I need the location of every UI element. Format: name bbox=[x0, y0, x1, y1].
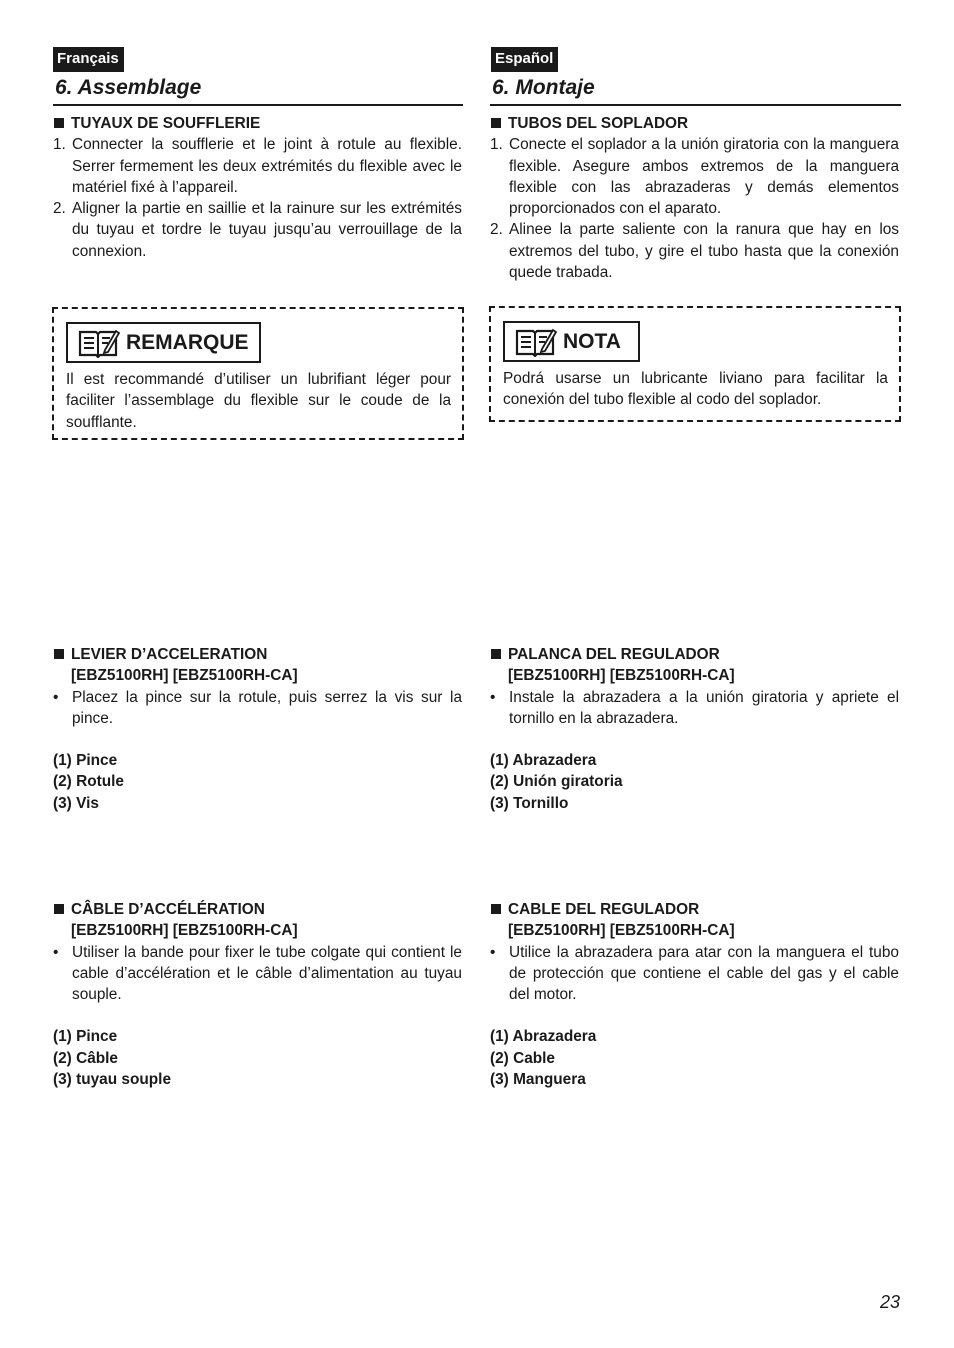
square-bullet-icon bbox=[54, 649, 64, 659]
levier-instruction: • Placez la pince sur la rotule, puis serrez la vis sur la pince. bbox=[53, 688, 462, 727]
remarque-text: Il est recommandé d’utiliser un lubrifiant léger pour faciliter l’assemblage du flexible sur le coude de la soufflante. bbox=[66, 371, 451, 431]
tubos-step-2: 2. Alinee la parte saliente con la ranura que hay en los extremos del tubo, y gire el tubo hasta que la conexión quede trabada. bbox=[490, 221, 899, 282]
cable-section-french bbox=[53, 899, 462, 1090]
square-bullet-icon bbox=[491, 904, 501, 914]
levier-section bbox=[53, 644, 462, 814]
levier-part-2: (2) Rotule bbox=[53, 773, 124, 791]
square-bullet-icon bbox=[491, 118, 501, 128]
cable-section-spanish bbox=[490, 899, 899, 1090]
levier-part-3: (3) Vis bbox=[53, 794, 99, 812]
cable-part-3-french: (3) tuyau souple bbox=[53, 1071, 172, 1089]
tuyaux-step-1: 1. Connecter la soufflerie et le joint à rotule au flexible. Serrer fermement les deux extrémités du flexible avec le matériel fixé à l’appareil. bbox=[53, 136, 462, 196]
tuyaux-heading: TUYAUX DE SOUFFLERIE bbox=[53, 113, 462, 134]
notebook-icon bbox=[515, 327, 557, 357]
cable-part-3-spanish: (3) Manguera bbox=[490, 1071, 586, 1089]
palanca-part-1: (1) Abrazadera bbox=[490, 752, 597, 770]
cable-part-1-french: (1) Pince bbox=[53, 1028, 118, 1046]
cable-instruction-french: • Utiliser la bande pour fixer le tube colgate qui contient le cable d’accélération et le câble d’alimentation au tuyau souple. bbox=[53, 943, 462, 1004]
nota-box bbox=[489, 306, 901, 422]
nota-text: Podrá usarse un lubricante liviano para facilitar la conexión del tubo flexible al codo del soplador. bbox=[503, 370, 888, 409]
palanca-heading: PALANCA DEL REGULADOR [EBZ5100RH] [EBZ5100RH-CA] bbox=[490, 644, 899, 687]
remarque-box bbox=[52, 307, 464, 440]
notebook-icon bbox=[78, 328, 120, 358]
section-divider-right bbox=[490, 104, 901, 106]
cable-instruction-spanish: • Utilice la abrazadera para atar con la manguera el tubo de protección que contiene el cable del gas y el cable del motor. bbox=[490, 943, 899, 1004]
palanca-section bbox=[490, 644, 899, 814]
language-tag-french: Français bbox=[53, 47, 124, 72]
palanca-part-3: (3) Tornillo bbox=[490, 794, 569, 812]
palanca-part-2: (2) Unión giratoria bbox=[490, 773, 623, 791]
palanca-instruction: • Instale la abrazadera a la unión giratoria y apriete el tornillo en la abrazadera. bbox=[490, 688, 899, 727]
tuyaux-section bbox=[53, 113, 462, 262]
square-bullet-icon bbox=[491, 649, 501, 659]
cable-part-2-spanish: (2) Cable bbox=[490, 1049, 555, 1067]
section-title-spanish: 6. Montaje bbox=[492, 76, 595, 99]
cable-heading-french: CÂBLE D’ACCÉLÉRATION [EBZ5100RH] [EBZ5100RH-CA] bbox=[53, 899, 462, 942]
levier-heading: LEVIER D’ACCELERATION [EBZ5100RH] [EBZ5100RH-CA] bbox=[53, 644, 462, 687]
tubos-step-1: 1. Conecte el soplador a la unión giratoria con la manguera flexible. Asegure ambos extremos de la manguera flexible con las abrazaderas y demás elementos proporcionados con el aparato. bbox=[490, 136, 899, 218]
nota-header: NOTA bbox=[503, 321, 640, 362]
language-tag-spanish: Español bbox=[491, 47, 558, 72]
cable-heading-spanish: CABLE DEL REGULADOR [EBZ5100RH] [EBZ5100RH-CA] bbox=[490, 899, 899, 942]
remarque-header: REMARQUE bbox=[66, 322, 261, 363]
tubos-heading: TUBOS DEL SOPLADOR bbox=[490, 113, 899, 134]
square-bullet-icon bbox=[54, 118, 64, 128]
square-bullet-icon bbox=[54, 904, 64, 914]
page-number: 23 bbox=[879, 1292, 900, 1312]
cable-part-1-spanish: (1) Abrazadera bbox=[490, 1028, 597, 1046]
tubos-section bbox=[490, 113, 899, 283]
section-divider-left bbox=[53, 104, 463, 106]
tuyaux-step-2: 2. Aligner la partie en saillie et la rainure sur les extrémités du tuyau et tordre le tuyau jusqu’au verrouillage de la connexion. bbox=[53, 200, 462, 260]
levier-part-1: (1) Pince bbox=[53, 752, 118, 770]
cable-part-2-french: (2) Câble bbox=[53, 1049, 118, 1067]
section-title-french: 6. Assemblage bbox=[55, 76, 202, 99]
